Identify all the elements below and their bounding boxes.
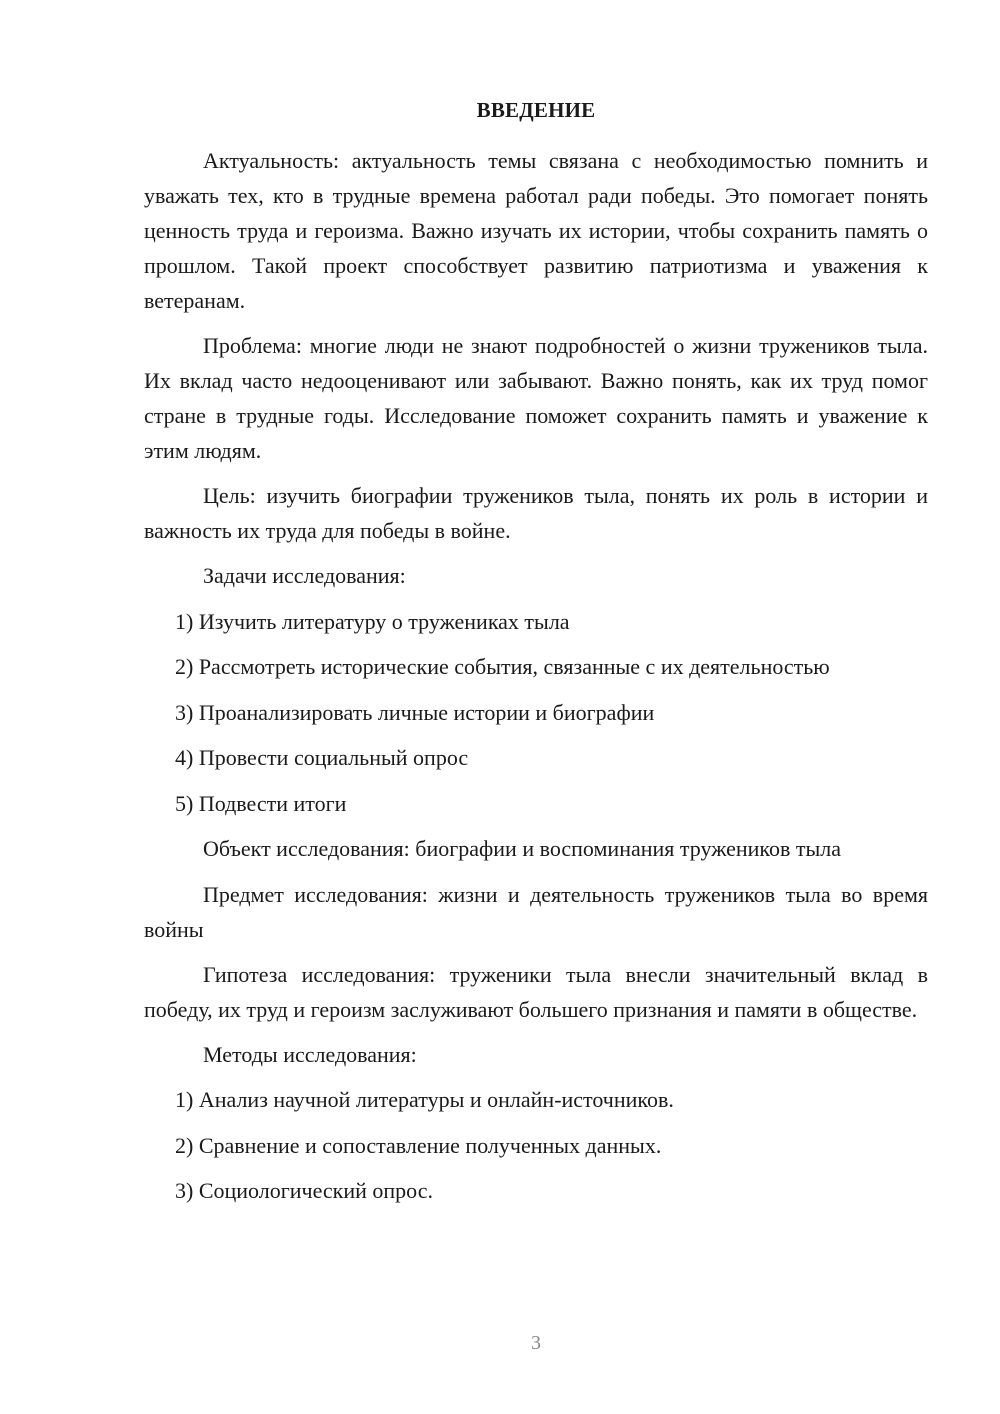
- task-item-1: 1) Изучить литературу о тружениках тыла: [175, 608, 570, 634]
- research-subject: Предмет исследования: жизни и деятельность тружеников тыла во время войны: [144, 881, 928, 942]
- task-item-3: 3) Проанализировать личные истории и биографии: [175, 699, 655, 725]
- goal-paragraph: Цель: изучить биографии тружеников тыла, понять их роль в истории и важность их труда для победы в войне.: [144, 483, 928, 543]
- research-hypothesis: Гипотеза исследования: труженики тыла внесли значительный вклад в победу, их труд и героизм заслуживают большего признания и памяти в обществе.: [144, 961, 928, 1022]
- relevance-paragraph: Актуальность: актуальность темы связана с необходимостью помнить и уважать тех, кто в трудные времена работал ради победы. Это помогает понять ценность труда и героизма. Важно изучать их истории, чтобы сохранить память о прошлом. Такой проект способствует развитию патриотизма и уважения к ветеранам.: [144, 148, 928, 313]
- page-number: 3: [531, 1332, 541, 1354]
- task-item-4: 4) Провести социальный опрос: [175, 745, 469, 770]
- page-title: ВВЕДЕНИЕ: [476, 98, 596, 122]
- methods-label: Методы исследования:: [203, 1041, 417, 1067]
- task-item-5: 5) Подвести итоги: [175, 790, 347, 816]
- tasks-label: Задачи исследования:: [203, 563, 406, 588]
- method-item-1: 1) Анализ научной литературы и онлайн-источников.: [175, 1087, 674, 1112]
- document-page: [144, 95, 928, 1219]
- problem-paragraph: Проблема: многие люди не знают подробностей о жизни тружеников тыла. Их вклад часто недооценивают или забывают. Важно понять, как их труд помог стране в трудные годы. Исследование поможет сохранить память и уважение к этим людям.: [144, 333, 928, 463]
- method-item-3: 3) Социологический опрос.: [175, 1178, 433, 1203]
- research-object: Объект исследования: биографии и воспоминания тружеников тыла: [203, 836, 842, 861]
- method-item-2: 2) Сравнение и сопоставление полученных данных.: [175, 1132, 662, 1158]
- task-item-2: 2) Рассмотреть исторические события, связанные с их деятельностью: [175, 654, 830, 679]
